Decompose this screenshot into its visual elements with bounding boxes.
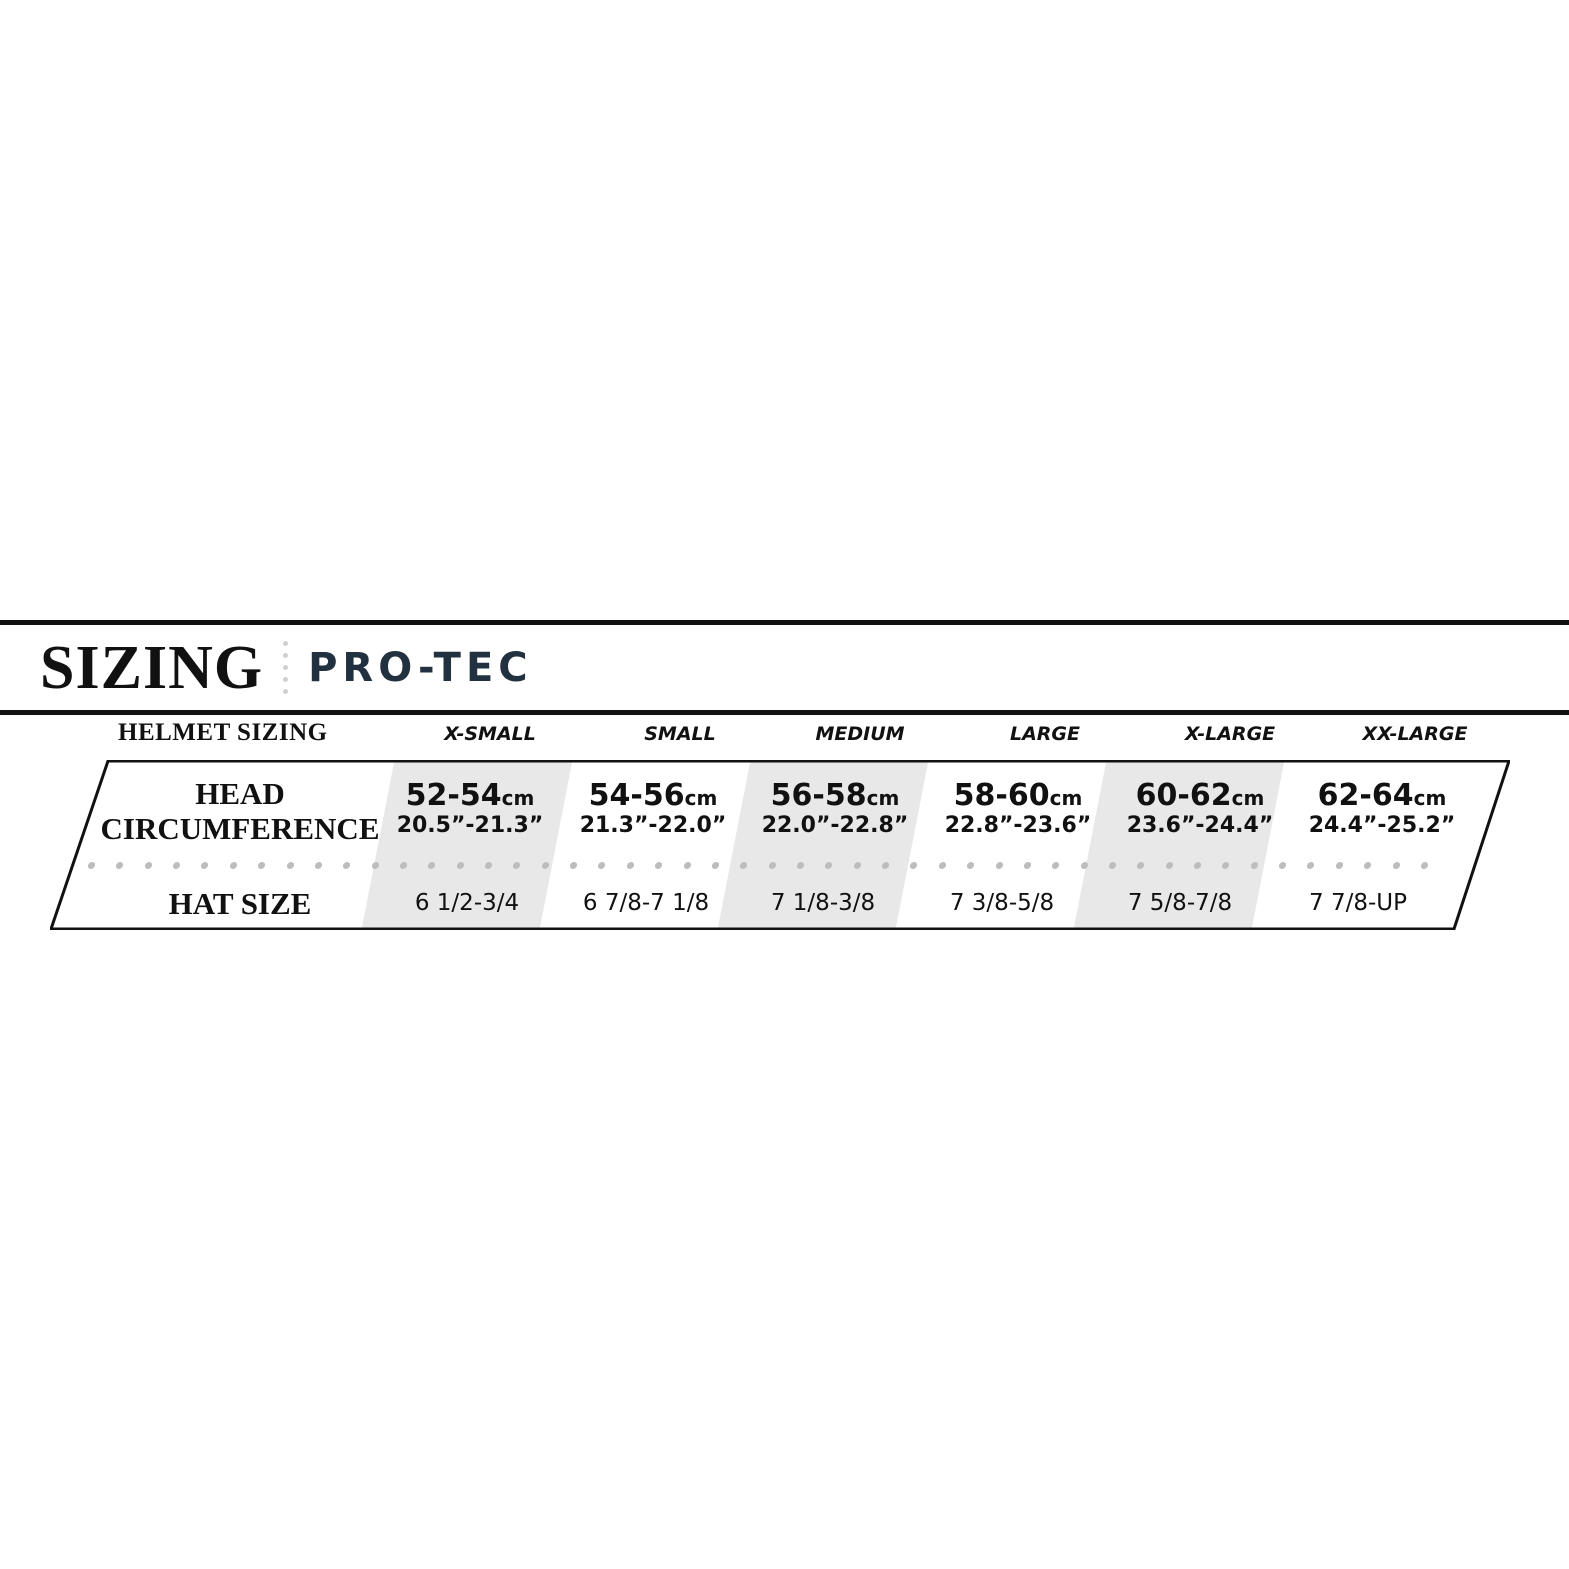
table-cell-head-circ-large	[928, 780, 1108, 838]
column-header-small: SMALL	[644, 723, 716, 745]
table-cell-hat-xx-large: 7 7/8-UP	[1309, 890, 1407, 916]
cell-value-inches: 20.5”-21.3”	[396, 812, 544, 838]
table-cell-head-circ-x-large	[1110, 780, 1290, 838]
sizing-table	[0, 715, 1569, 965]
row-label-head-circumference: HEAD CIRCUMFERENCE	[100, 776, 380, 846]
cell-unit-cm: cm	[1049, 786, 1083, 810]
cell-unit-cm: cm	[1413, 786, 1447, 810]
column-header-x-large: X-LARGE	[1184, 723, 1276, 745]
table-cell-head-circ-medium	[745, 780, 925, 838]
cell-unit-cm: cm	[1231, 786, 1265, 810]
sizing-banner	[0, 620, 1569, 715]
row-label-header: HELMET SIZING	[118, 719, 328, 746]
vertical-dots-separator-icon	[283, 641, 288, 694]
helmet-sizing-chart	[0, 620, 1569, 965]
cell-value-cm: 60-62	[1135, 778, 1232, 813]
table-cell-head-circ-small	[563, 780, 743, 838]
cell-value-cm: 56-58	[770, 778, 867, 813]
cell-value-inches: 22.0”-22.8”	[761, 812, 909, 838]
table-cell-head-circ-xx-large	[1292, 780, 1472, 838]
cell-unit-cm: cm	[866, 786, 900, 810]
column-header-x-small: X-SMALL	[444, 723, 536, 745]
cell-value-inches: 21.3”-22.0”	[579, 812, 727, 838]
table-cell-head-circ-x-small	[380, 780, 560, 838]
row-divider-dots-icon	[87, 862, 1428, 869]
column-header-large: LARGE	[1009, 723, 1081, 745]
cell-value-cm: 58-60	[953, 778, 1050, 813]
table-cell-hat-small: 6 7/8-7 1/8	[582, 890, 710, 916]
cell-value-cm: 62-64	[1317, 778, 1414, 813]
column-headers	[0, 715, 1569, 760]
column-header-medium: MEDIUM	[815, 723, 905, 745]
table-cell-hat-x-small: 6 1/2-3/4	[414, 890, 520, 916]
cell-unit-cm: cm	[684, 786, 718, 810]
table-cell-hat-medium: 7 1/8-3/8	[770, 890, 876, 916]
page-title: SIZING	[40, 633, 264, 702]
brand-logo: PRO-TEC	[308, 644, 533, 691]
row-label-hat-size: HAT SIZE	[168, 886, 312, 921]
table-cell-hat-x-large: 7 5/8-7/8	[1127, 890, 1233, 916]
cell-value-inches: 24.4”-25.2”	[1308, 812, 1456, 838]
table-cell-hat-large: 7 3/8-5/8	[949, 890, 1055, 916]
cell-value-inches: 23.6”-24.4”	[1126, 812, 1274, 838]
cell-value-inches: 22.8”-23.6”	[944, 812, 1092, 838]
column-header-xx-large: XX-LARGE	[1362, 723, 1468, 745]
cell-unit-cm: cm	[501, 786, 535, 810]
cell-value-cm: 54-56	[588, 778, 685, 813]
cell-value-cm: 52-54	[405, 778, 502, 813]
